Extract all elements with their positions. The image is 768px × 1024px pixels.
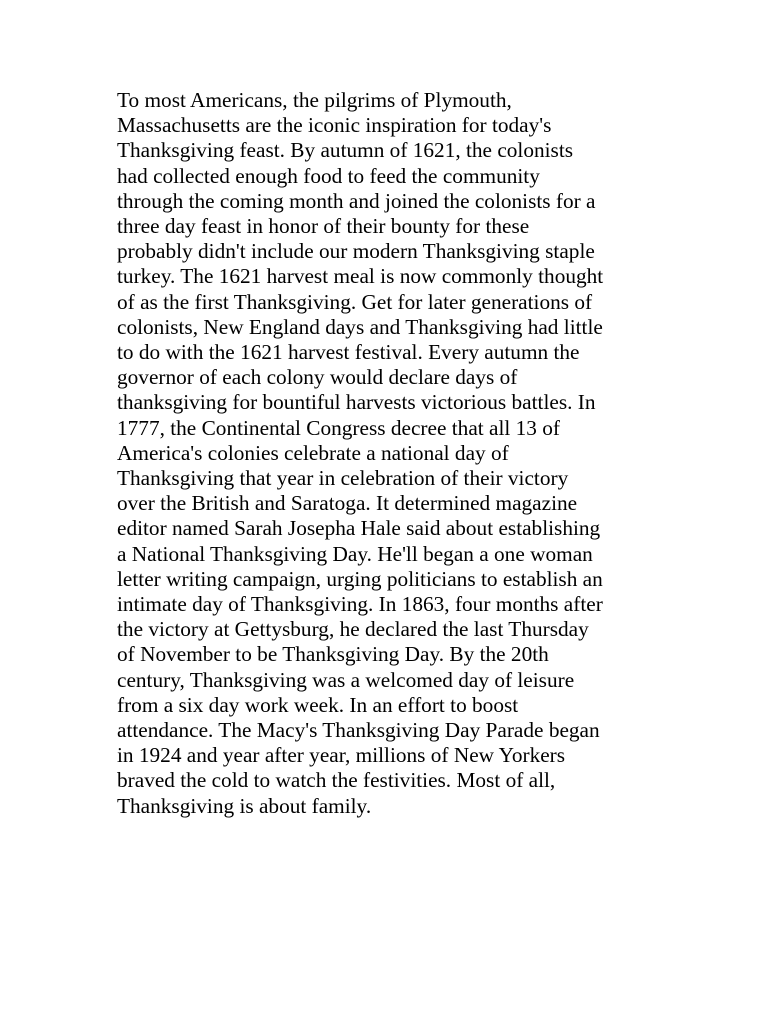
text-line: century, Thanksgiving was a welcomed day of leisure <box>117 667 575 692</box>
text-line: To most Americans, the pilgrims of Plymouth, <box>117 88 512 112</box>
text-line: intimate day of Thanksgiving. In 1863, four months after <box>117 592 603 617</box>
text-line: braved the cold to watch the festivities. Most of all, <box>117 768 556 793</box>
text-line: Massachusetts are the iconic inspiration for today's <box>117 113 552 138</box>
text-line: had collected enough food to feed the community <box>117 163 540 188</box>
text-line: Thanksgiving feast. By autumn of 1621, the colonists <box>117 138 574 163</box>
text-line: editor named Sarah Josepha Hale said about establishing <box>117 516 601 541</box>
text-line: in 1924 and year after year, millions of New Yorkers <box>117 743 566 768</box>
text-line: attendance. The Macy's Thanksgiving Day Parade began <box>117 718 600 743</box>
text-line: turkey. The 1621 harvest meal is now commonly thought <box>117 264 604 289</box>
text-line: from a six day work week. In an effort to boost <box>117 692 519 717</box>
text-line: thanksgiving for bountiful harvests victorious battles. In <box>117 390 596 415</box>
text-line: colonists, New England days and Thanksgiving had little <box>117 314 603 339</box>
text-line: a National Thanksgiving Day. He'll began a one woman <box>117 541 593 566</box>
text-line: America's colonies celebrate a national day of <box>117 440 509 465</box>
text-line: 1777, the Continental Congress decree that all 13 of <box>117 415 560 440</box>
text-line: the victory at Gettysburg, he declared the last Thursday <box>117 617 589 642</box>
text-line: probably didn't include our modern Thanksgiving staple <box>117 239 595 264</box>
text-line: of November to be Thanksgiving Day. By the 20th <box>117 642 549 667</box>
text-line: Thanksgiving that year in celebration of their victory <box>117 466 569 491</box>
text-line: to do with the 1621 harvest festival. Every autumn the <box>117 340 580 365</box>
text-line: through the coming month and joined the colonists for a <box>117 188 596 213</box>
text-line: three day feast in honor of their bounty for these <box>117 214 530 239</box>
body-paragraph <box>117 88 657 819</box>
text-line: Thanksgiving is about family. <box>117 793 372 818</box>
text-line: of as the first Thanksgiving. Get for later generations of <box>117 289 593 314</box>
text-line: governor of each colony would declare days of <box>117 365 518 390</box>
text-line: letter writing campaign, urging politicians to establish an <box>117 566 603 591</box>
text-line: over the British and Saratoga. It determined magazine <box>117 491 578 516</box>
